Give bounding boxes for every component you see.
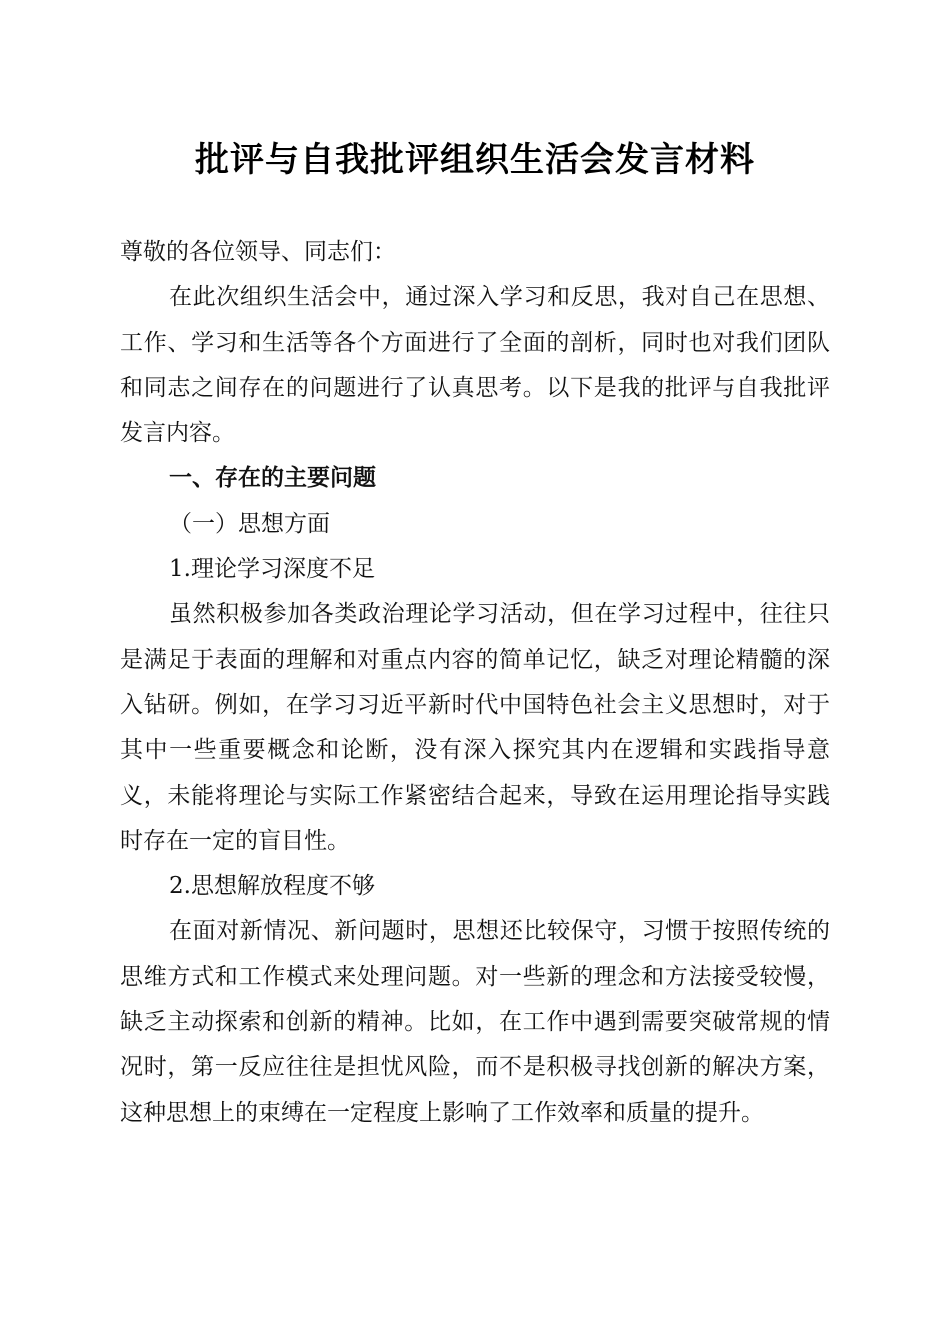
item-heading-1: 1.理论学习深度不足 (169, 556, 375, 583)
item-paragraph-1: 虽然积极参加各类政治理论学习活动，但在学习过程中，往往只是满足于表面的理解和对重点内容的简单记忆，缺乏对理论精髓的深入钻研。例如，在学习习近平新时代中国特色社会主义思想时，对于其中一些重要概念和论断，没有深入探究其内在逻辑和实践指导意义，未能将理论与实际工作紧密结合起来，导致在运用理论指导实践时存在一定的盲目性。 (120, 601, 830, 854)
salutation: 尊敬的各位领导、同志们： (120, 239, 396, 265)
document-title: 批评与自我批评组织生活会发言材料 (195, 140, 755, 180)
subsection-heading: （一）思想方面 (169, 510, 330, 537)
intro-paragraph: 在此次组织生活会中，通过深入学习和反思，我对自己在思想、工作、学习和生活等各个方面进行了全面的剖析，同时也对我们团队和同志之间存在的问题进行了认真思考。以下是我的批评与自我批评发言内容。 (120, 284, 830, 447)
document-body (120, 230, 830, 1136)
section-heading: 一、存在的主要问题 (169, 465, 376, 492)
item-paragraph-2: 在面对新情况、新问题时，思想还比较保守，习惯于按照传统的思维方式和工作模式来处理问题。对一些新的理念和方法接受较慢，缺乏主动探索和创新的精神。比如，在工作中遇到需要突破常规的情况时，第一反应往往是担忧风险，而不是积极寻找创新的解决方案，这种思想上的束缚在一定程度上影响了工作效率和质量的提升。 (120, 918, 830, 1126)
item-heading-2: 2.思想解放程度不够 (169, 873, 375, 900)
